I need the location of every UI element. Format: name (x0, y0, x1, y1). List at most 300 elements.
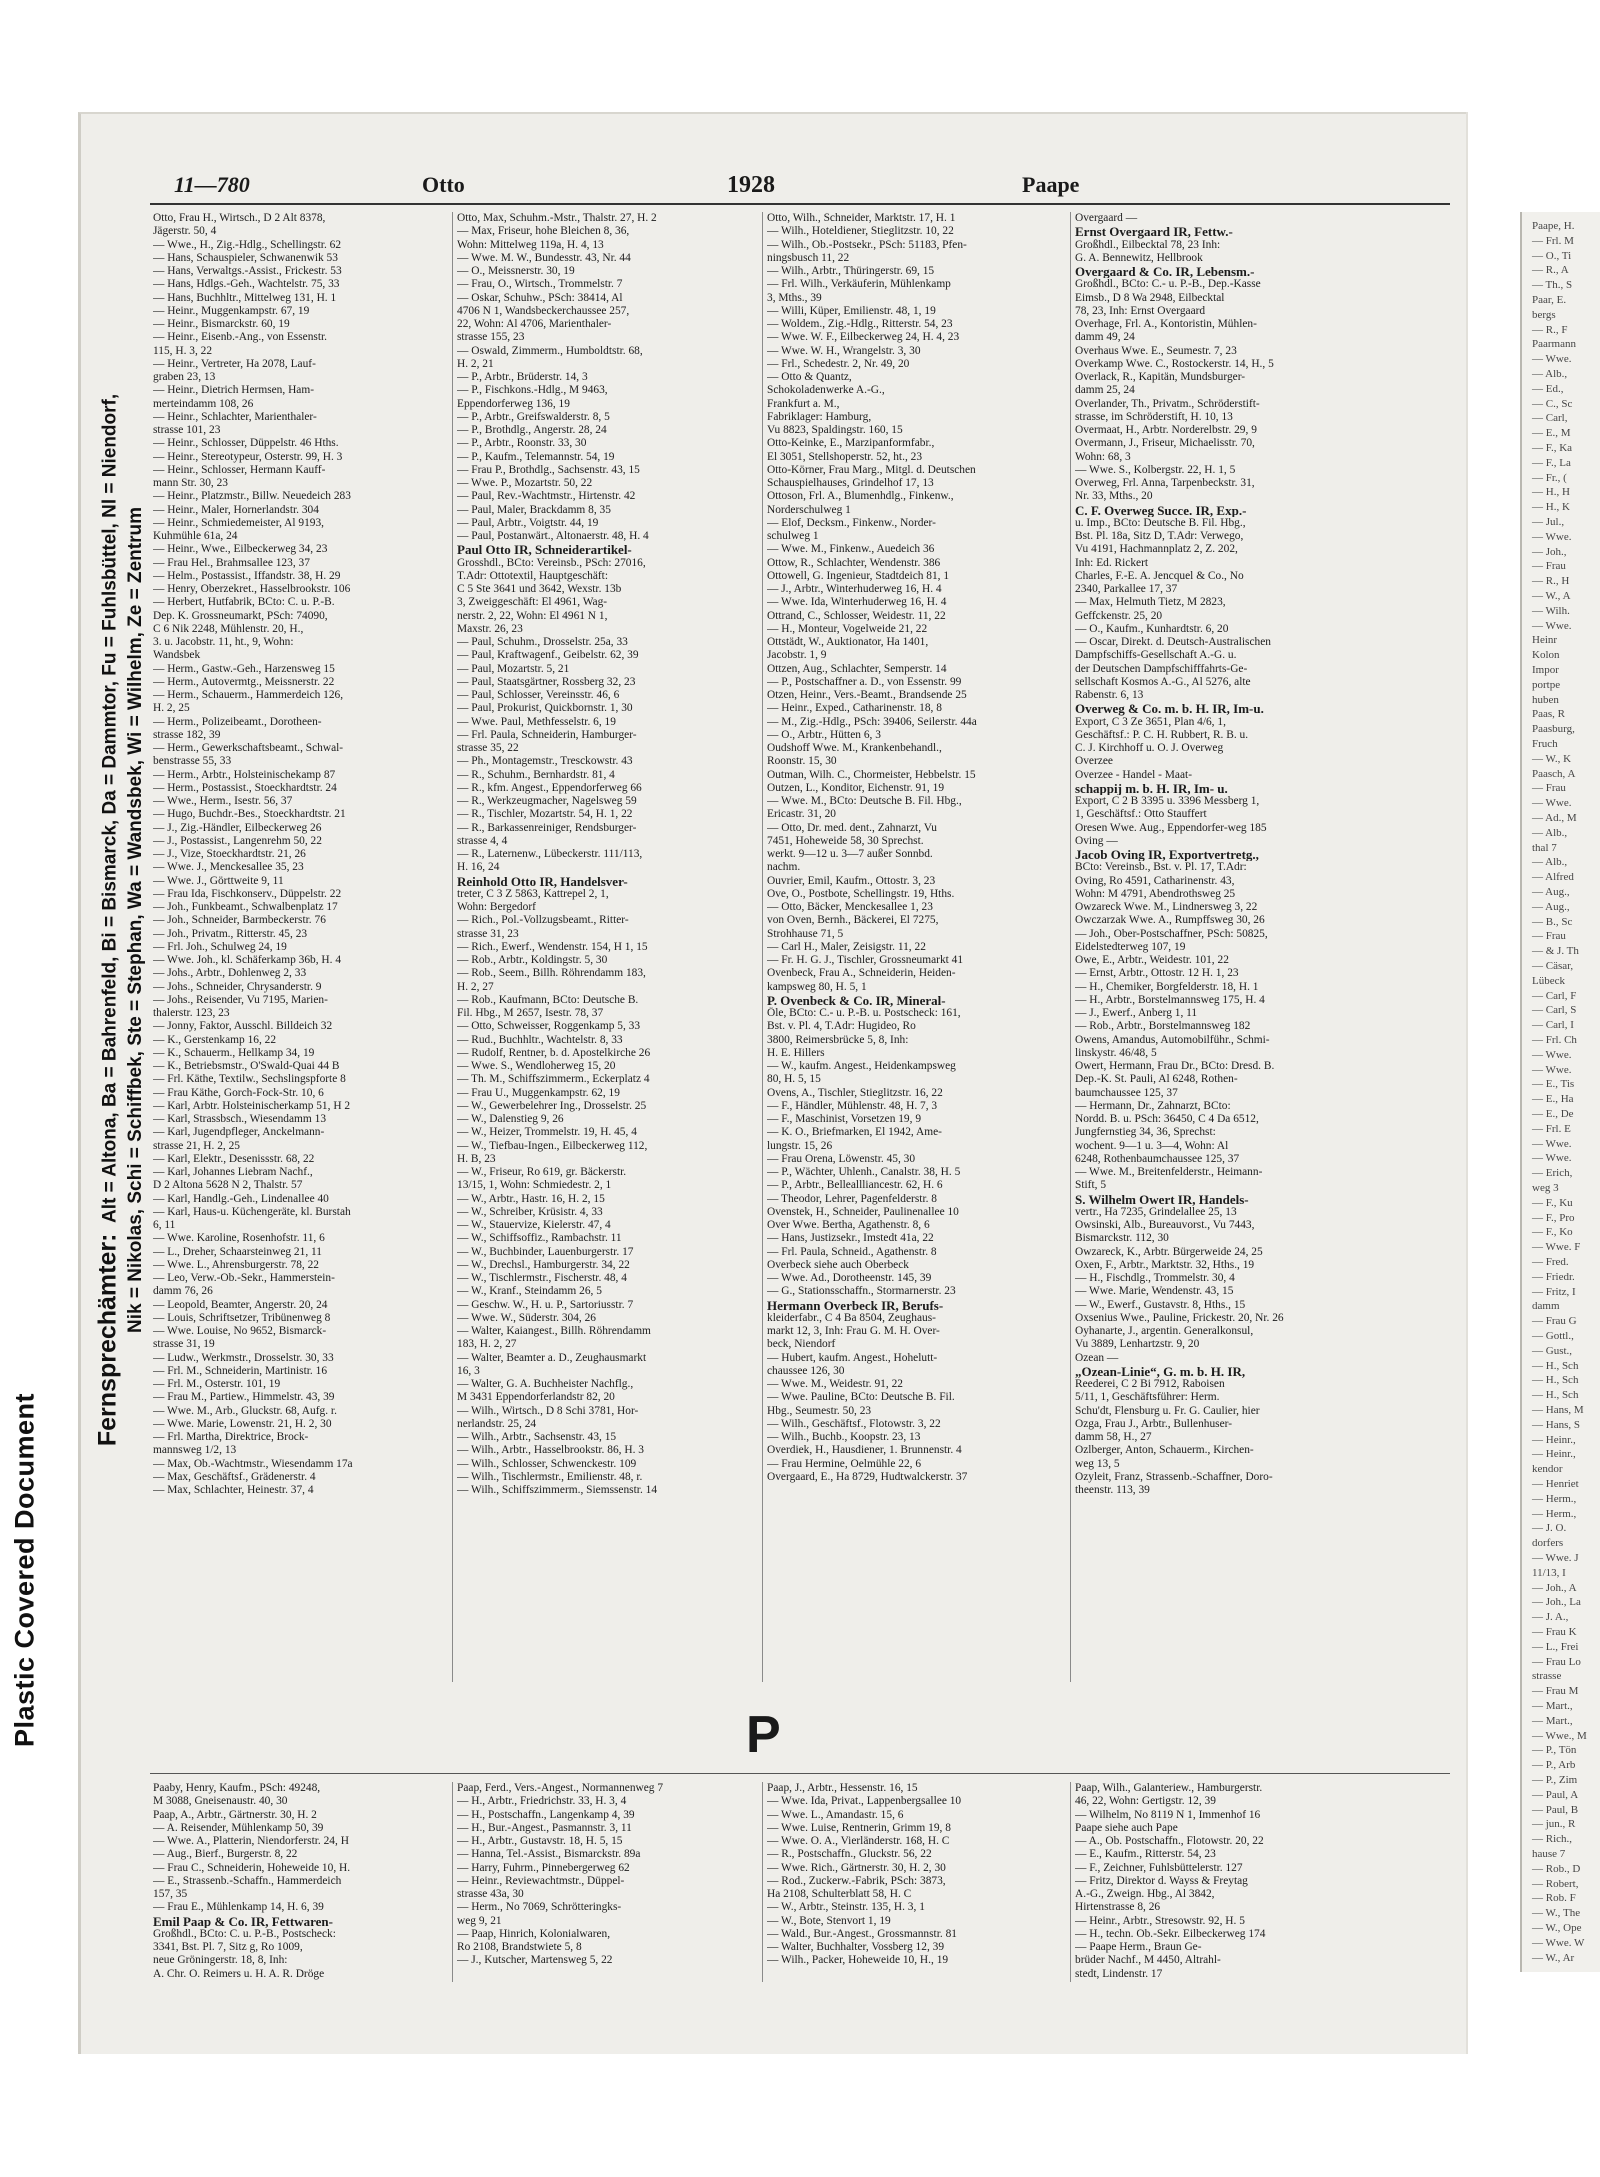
directory-entry-line: — R., Postschaffn., Gluckstr. 56, 22 (767, 1848, 932, 1861)
section-rule (150, 1773, 1450, 1774)
directory-entry-line: Overhaus Wwe. E., Seumestr. 7, 23 (1075, 344, 1237, 357)
directory-entry-line: — W., Buchbinder, Lauenburgerstr. 17 (457, 1245, 634, 1258)
directory-entry-line: — Th. M., Schiffszimmerm., Eckerplatz 4 (457, 1073, 650, 1086)
directory-entry-line: — K., Schauerm., Hellkamp 34, 19 (153, 1046, 315, 1059)
directory-entry-line: Dep.-K. St. Pauli, Al 6248, Rothen- (1075, 1073, 1238, 1086)
directory-entry-line: — W., Drechsl., Hamburgerstr. 34, 22 (457, 1258, 630, 1271)
directory-entry-line: — P., Kaufm., Telemannstr. 54, 19 (457, 450, 615, 463)
directory-entry-line: — Wwe. W., Süderstr. 304, 26 (457, 1311, 597, 1324)
directory-entry-line: — Hans, Buchhltr., Mittelweg 131, H. 1 (153, 291, 337, 304)
directory-entry-line: — J., Zig.-Händler, Eilbeckerweg 26 (153, 821, 322, 834)
edge-fragment: — E., De (1532, 1108, 1574, 1120)
edge-fragment: — H., Sch (1532, 1359, 1579, 1372)
directory-entry-line: Grosshdl., BCto: Vereinsb., PSch: 27016, (457, 556, 646, 569)
directory-entry-line: Otto-Körner, Frau Marg., Mitgl. d. Deutschen (767, 463, 976, 476)
directory-entry-line: — G., Stationsschaffn., Stormarnerstr. 23 (767, 1285, 956, 1298)
directory-entry-line: H. E. Hillers (767, 1046, 825, 1059)
directory-entry-line: — Wilh., Buchb., Koopstr. 23, 13 (767, 1431, 921, 1443)
edge-fragment: — Frau (1532, 930, 1566, 943)
directory-entry-line: — Karl, Arbtr. Holsteinischerkamp 51, H 2 (153, 1099, 351, 1112)
directory-entry-line: — Wilh., Arbtr., Thüringerstr. 69, 15 (767, 265, 935, 277)
edge-fragment: — Mart., (1532, 1714, 1573, 1727)
directory-entry-line: — Wwe. Marie, Lowenstr. 21, H. 2, 30 (153, 1417, 332, 1430)
directory-entry-line: Hbg., Seumestr. 50, 23 (767, 1404, 872, 1417)
directory-entry-line: — J., Arbtr., Winterhuderweg 16, H. 4 (767, 583, 942, 595)
directory-entry-line: — Johs., Reisender, Vu 7195, Marien- (153, 993, 328, 1006)
directory-entry-line: markt 12, 3, Inh: Frau G. M. H. Over- (767, 1325, 940, 1337)
directory-entry-line: — Paul, Rev.-Wachtmstr., Hirtenstr. 42 (457, 490, 636, 503)
column-divider (452, 1782, 453, 1982)
edge-fragment: — W., A (1532, 590, 1571, 602)
directory-entry-line: 3. u. Jacobstr. 11, ht., 9, Wohn: (153, 636, 294, 648)
directory-entry-line: T.Adr: Ottotextil, Hauptgeschäft: (457, 569, 608, 582)
directory-entry-line: — Heinr., Bismarckstr. 60, 19 (153, 318, 290, 330)
edge-fragment: — W., K (1532, 752, 1572, 765)
directory-entry-line: Ottow, R., Schlachter, Wendenstr. 386 (767, 556, 941, 569)
directory-entry-line: — Elof, Decksm., Finkenw., Norder- (767, 516, 936, 529)
directory-entry-line: — Frl. Wilh., Verkäuferin, Mühlenkamp (767, 278, 951, 291)
directory-entry-line: — Hans, Schauspieler, Schwanenwik 53 (153, 251, 338, 264)
edge-fragment: — Frau K (1532, 1626, 1577, 1638)
directory-entry-line: Overzee (1075, 755, 1113, 768)
directory-entry-line: H. 16, 24 (457, 861, 500, 874)
edge-fragment: — W., The (1532, 1907, 1581, 1920)
directory-entry-line: graben 23, 13 (153, 371, 216, 383)
directory-entry-line: — W., Ewerf., Gustavstr. 8, Hths., 15 (1075, 1298, 1246, 1311)
directory-entry-line: Paap, J., Arbtr., Hessenstr. 16, 15 (767, 1782, 918, 1794)
directory-entry-line: Paap, A., Arbtr., Gärtnerstr. 30, H. 2 (153, 1808, 317, 1821)
directory-entry-line: — W., kaufm. Angest., Heidenkampsweg (767, 1060, 956, 1072)
directory-entry-line: Otto, Wilh., Schneider, Marktstr. 17, H. 1 (767, 212, 956, 224)
directory-entry-line: Ozean — (1075, 1351, 1119, 1364)
edge-fragment: Paape, H. (1532, 220, 1575, 232)
directory-entry-line: — Paul, Mozartstr. 5, 21 (457, 662, 570, 675)
directory-entry-line: — W., Schreiber, Krüsistr. 4, 33 (457, 1205, 603, 1218)
directory-entry-line: — Wwe. S., Kolbergstr. 22, H. 1, 5 (1075, 463, 1236, 476)
directory-entry-line: 115, H. 3, 22 (153, 344, 213, 357)
edge-fragment: Paasch, A (1532, 767, 1576, 780)
directory-entry-line: — Paul, Staatsgärtner, Rossberg 32, 23 (457, 675, 636, 688)
edge-fragment: — Carl, (1532, 412, 1568, 425)
directory-entry-line: — Wilh., Schiffszimmerm., Siemssenstr. 14 (457, 1484, 658, 1496)
directory-entry-line: — O., Arbtr., Hütten 6, 3 (767, 728, 881, 741)
edge-fragment: — Wwe. (1532, 353, 1572, 366)
directory-entry-line: Overweg & Co. m. b. H. IR, Im-u. (1075, 702, 1264, 716)
directory-entry-line: G. A. Bennewitz, Hellbrook (1075, 251, 1203, 264)
directory-entry-line: — Geschw. W., H. u. P., Sartoriusstr. 7 (457, 1298, 634, 1311)
directory-entry-line: Maxstr. 26, 23 (457, 622, 523, 635)
directory-entry-line: Paap, Ferd., Vers.-Angest., Normannenweg 7 (457, 1782, 664, 1794)
p-column-4 (1075, 1782, 1375, 1981)
directory-entry-line: — F., Zeichner, Fuhlsbüttelerstr. 127 (1075, 1861, 1243, 1874)
directory-entry-line: H. 2, 27 (457, 980, 494, 993)
directory-entry-line: — Harry, Fuhrm., Pinnebergerweg 62 (457, 1861, 630, 1874)
directory-entry-line: strasse 182, 39 (153, 728, 221, 741)
directory-entry-line: Wohn: Mittelweg 119a, H. 4, 13 (457, 238, 604, 251)
directory-entry-line: — Heinr., Wwe., Eilbeckerweg 34, 23 (153, 543, 328, 556)
edge-fragment: Paar, E. (1532, 294, 1567, 306)
directory-entry-line: Reederei, C 2 Bi 7912, Raboisen (1075, 1378, 1225, 1390)
directory-entry-line: — Karl, Johannes Liebram Nachf., (153, 1166, 313, 1178)
directory-entry-line: — Wwe. W. H., Wrangelstr. 3, 30 (767, 344, 921, 357)
directory-entry-line: — H., Bur.-Angest., Pasmannstr. 3, 11 (457, 1821, 632, 1834)
directory-entry-line: — Heinr., Exped., Catharinenstr. 18, 8 (767, 702, 942, 715)
directory-entry-line: beck, Niendorf (767, 1338, 836, 1351)
directory-entry-line: — Wwe. Pauline, BCto: Deutsche B. Fil. (767, 1391, 955, 1404)
directory-entry-line: — H., Arbtr., Borstelmannsweg 175, H. 4 (1075, 993, 1265, 1006)
column-4 (1075, 212, 1375, 1497)
directory-entry-line: Jägerstr. 50, 4 (153, 225, 217, 238)
directory-entry-line: — Willi, Küper, Emilienstr. 48, 1, 19 (767, 304, 936, 317)
directory-entry-line: — Heinr., Vertreter, Ha 2078, Lauf- (153, 357, 316, 370)
directory-entry-line: Norderschulweg 1 (767, 503, 851, 516)
directory-entry-line: Otzen, Heinr., Vers.-Beamt., Brandsende 25 (767, 689, 967, 701)
directory-entry-line: — Wwe. Karoline, Rosenhofstr. 11, 6 (153, 1232, 325, 1245)
edge-fragment: strasse (1532, 1670, 1562, 1683)
directory-entry-line: 3341, Bst. Pl. 7, Sitz g, Ro 1009, (153, 1941, 303, 1953)
edge-fragment: — Frau (1532, 560, 1566, 573)
directory-entry-line: Emil Paap & Co. IR, Fettwaren- (153, 1914, 333, 1928)
directory-entry-line: Frankfurt a. M., (767, 397, 840, 410)
edge-fragment: — Wwe. (1532, 797, 1572, 810)
edge-fragment: — Gust., (1532, 1344, 1573, 1357)
directory-entry-line: Paul Otto IR, Schneiderartikel- (457, 543, 632, 557)
edge-fragment: — Carl, S (1532, 1004, 1577, 1017)
directory-entry-line: schulweg 1 (767, 530, 819, 542)
directory-entry-line: — R., Tischler, Mozartstr. 54, H. 1, 22 (457, 808, 633, 821)
directory-entry-line: — F., Maschinist, Vorsetzen 19, 9 (767, 1113, 922, 1125)
directory-entry-line: Dep. K. Grossneumarkt, PSch: 74090, (153, 609, 328, 622)
edge-fragment: hause 7 (1532, 1848, 1566, 1860)
directory-entry-line: — Paul, Maler, Brackdamm 8, 35 (457, 503, 611, 516)
directory-entry-line: Ozyleit, Franz, Strassenb.-Schaffner, Doro- (1075, 1470, 1273, 1483)
directory-entry-line: damm 58, H., 27 (1075, 1431, 1152, 1443)
directory-entry-line: Eidelstedterweg 107, 19 (1075, 940, 1186, 953)
directory-entry-line: Owens, Amandus, Automobilführ., Schmi- (1075, 1033, 1270, 1046)
directory-entry-line: C 6 Nik 2248, Mühlenstr. 20, H., (153, 622, 304, 635)
directory-entry-line: — Wwe. A., Platterin, Niendorferstr. 24, H (153, 1835, 349, 1847)
directory-entry-line: vertr., Ha 7235, Grindelallee 25, 13 (1075, 1205, 1237, 1218)
directory-entry-line: — Frau Hermine, Oelmühle 22, 6 (767, 1457, 922, 1470)
directory-entry-line: damm 25, 24 (1075, 384, 1135, 397)
exchange-legend-prefix: Fernsprechämter: (93, 1233, 122, 1447)
edge-fragment: — Cäsar, (1532, 960, 1574, 972)
directory-entry-line: — Frau Hel., Brahmsallee 123, 37 (153, 556, 310, 569)
directory-entry-line: — Wwe. M., Arb., Gluckstr. 68, Aufg. r. (153, 1404, 337, 1417)
directory-entry-line: Fabriklager: Hamburg, (767, 410, 872, 423)
directory-entry-line: — Ludw., Werkmstr., Drosselstr. 30, 33 (153, 1351, 334, 1364)
directory-entry-line: — Karl, Jugendpfleger, Anckelmann- (153, 1126, 325, 1139)
directory-entry-line: D 2 Altona 5628 N 2, Thalstr. 57 (153, 1179, 303, 1192)
directory-entry-line: — Otto, Dr. med. dent., Zahnarzt, Vu (767, 821, 937, 834)
directory-entry-line: — Rudolf, Rentner, b. d. Apostelkirche 26 (457, 1046, 651, 1059)
header-rule (150, 203, 1450, 205)
directory-entry-line: von Oven, Bernh., Bäckerei, El 7275, (767, 914, 939, 927)
directory-entry-line: Overlack, R., Kapitän, Mundsburger- (1075, 371, 1246, 383)
header-name-left: Otto (422, 172, 465, 197)
edge-fragment: Kolon (1532, 649, 1560, 662)
edge-fragment: — Gottl., (1532, 1330, 1574, 1342)
directory-entry-line: — H., Arbtr., Gustavstr. 18, H. 5, 15 (457, 1835, 623, 1847)
edge-fragment: — R., F (1532, 323, 1568, 336)
directory-entry-line: — Wilh., Arbtr., Sachsenstr. 43, 15 (457, 1431, 617, 1443)
directory-entry-line: — W., Schiffsoffiz., Rambachstr. 11 (457, 1232, 622, 1245)
edge-fragment: kendor (1532, 1463, 1563, 1476)
directory-entry-line: Nr. 33, Mths., 20 (1075, 490, 1153, 503)
edge-fragment: — Joh., A (1532, 1581, 1577, 1594)
edge-fragment: — Rob., D (1532, 1862, 1581, 1875)
directory-entry-line: neue Gröningerstr. 18, 8, Inh: (153, 1954, 288, 1967)
directory-entry-line: — Fr. H. G. J., Tischler, Grossneumarkt 41 (767, 954, 964, 966)
edge-fragment: — Wwe. (1532, 1137, 1572, 1150)
edge-fragment: — Carl, I (1532, 1019, 1574, 1032)
edge-fragment: — E., M (1532, 427, 1571, 440)
directory-entry-line: — Rob., Arbtr., Koldingstr. 5, 30 (457, 954, 608, 966)
directory-entry-line: — Carl H., Maler, Zeisigstr. 11, 22 (767, 940, 926, 953)
directory-entry-line: baumchaussee 125, 37 (1075, 1086, 1178, 1099)
edge-fragment: — R., A (1532, 264, 1569, 277)
directory-entry-line: — E., Kaufm., Ritterstr. 54, 23 (1075, 1848, 1216, 1861)
directory-entry-line: — Wilh., Tischlermstr., Emilienstr. 48, r. (457, 1470, 643, 1483)
p-column-3 (767, 1782, 1067, 1968)
directory-entry-line: Geschäftsf.: P. C. H. Rubbert, R. B. u. (1075, 728, 1249, 741)
edge-fragment: bergs (1532, 308, 1556, 321)
directory-entry-line: — O., Meissnerstr. 30, 19 (457, 265, 575, 277)
directory-entry-line: — P., Postschaffner a. D., von Essenstr. 99 (767, 675, 962, 688)
directory-entry-line: brüder Nachf., M 4450, Altrahl- (1075, 1954, 1221, 1967)
directory-entry-line: — P., Arbtr., Greifswalderstr. 8, 5 (457, 410, 610, 423)
directory-entry-line: — Frau U., Muggenkampstr. 62, 19 (457, 1086, 620, 1099)
directory-entry-line: — Hans, Justizsekr., Imstedt 41a, 22 (767, 1232, 934, 1245)
edge-fragment: Paarmann (1532, 338, 1576, 351)
directory-entry-line: — P., Fischkons.-Hdlg., M 9463, (457, 384, 608, 397)
directory-entry-line: — H., Chemiker, Borgfelderstr. 18, H. 1 (1075, 980, 1259, 993)
directory-entry-line: Schauspielhauses, Grindelhof 17, 13 (767, 477, 934, 489)
edge-fragment: — Frau G (1532, 1315, 1577, 1328)
directory-entry-line: — Ernst, Arbtr., Ottostr. 12 H. 1, 23 (1075, 967, 1239, 980)
directory-entry-line: Oxen, F., Arbtr., Marktstr. 32, Hths., 19 (1075, 1258, 1255, 1271)
directory-entry-line: Owzareck Wwe. M., Lindnersweg 3, 22 (1075, 901, 1258, 913)
edge-fragment: — J. O. (1532, 1522, 1567, 1535)
directory-entry-line: Rabenstr. 6, 13 (1075, 689, 1144, 701)
directory-entry-line: — Heinr., Stereotypeur, Osterstr. 99, H. 3 (153, 450, 343, 463)
directory-entry-line: Eimsb., D 8 Wa 2948, Eilbecktal (1075, 291, 1225, 304)
edge-fragment: — H., Sch (1532, 1389, 1579, 1402)
directory-entry-line: Export, C 2 B 3395 u. 3396 Messberg 1, (1075, 795, 1260, 807)
edge-fragment: — H., K (1532, 501, 1570, 514)
directory-entry-line: — Wwe. S., Wendloherweg 15, 20 (457, 1060, 616, 1072)
edge-fragment: — F., Ka (1532, 442, 1573, 454)
edge-fragment: Impor (1532, 664, 1559, 676)
column-divider (452, 212, 453, 1682)
directory-entry-line: — Herm., Polizeibeamt., Dorotheen- (153, 715, 322, 728)
directory-entry-line: strasse 155, 23 (457, 331, 525, 344)
directory-entry-line: — Frl., Schedestr. 2, Nr. 49, 20 (767, 357, 910, 370)
directory-entry-line: — Wilh., Geschäftsf., Flotowstr. 3, 22 (767, 1417, 941, 1430)
directory-entry-line: — Max, Ob.-Wachtmstr., Wiesendamm 17a (153, 1457, 353, 1470)
directory-entry-line: damm 76, 26 (153, 1285, 213, 1298)
directory-entry-line: Overkamp Wwe. C., Rostockerstr. 14, H., 5 (1075, 357, 1274, 370)
directory-entry-line: Otto, Max, Schuhm.-Mstr., Thalstr. 27, H. 2 (457, 212, 657, 224)
directory-entry-line: Bst. v. Pl. 4, T.Adr: Hugideo, Ro (767, 1020, 916, 1033)
directory-entry-line: C. J. Kirchhoff u. O. J. Overweg (1075, 742, 1224, 754)
directory-entry-line: — Heinr., Eisenb.-Ang., von Essenstr. (153, 331, 328, 344)
directory-entry-line: Ottowell, G. Ingenieur, Stadtdeich 81, 1 (767, 569, 950, 582)
directory-entry-line: — Wwe. L., Ahrensburgerstr. 78, 22 (153, 1258, 319, 1271)
directory-entry-line: — Wwe. Luise, Rentnerin, Grimm 19, 8 (767, 1821, 951, 1834)
directory-entry-line: 13/15, 1, Wohn: Schmiedestr. 2, 1 (457, 1179, 612, 1192)
edge-fragment: — Ad., M (1532, 812, 1577, 824)
page-header (152, 172, 1457, 200)
directory-entry-line: — Frl. Paula, Schneiderin, Hamburger- (457, 728, 637, 741)
directory-entry-line: — Herm., Gewerkschaftsbeamt., Schwal- (153, 742, 344, 754)
directory-entry-line: Paaby, Henry, Kaufm., PSch: 49248, (153, 1782, 321, 1794)
edge-fragment: — Wwe. (1532, 530, 1572, 543)
directory-entry-line: — J., Postassist., Langenrehm 50, 22 (153, 834, 322, 847)
directory-entry-line: — Max, Friseur, hohe Bleichen 8, 36, (457, 225, 630, 238)
directory-entry-line: — Wilh., Arbtr., Hasselbrookstr. 86, H. 3 (457, 1444, 644, 1457)
directory-entry-line: — Karl, Elektr., Desenissstr. 68, 22 (153, 1152, 315, 1165)
edge-fragment: — O., Ti (1532, 249, 1572, 262)
directory-entry-line: — Wwe. Louise, No 9652, Bismarck- (153, 1325, 327, 1337)
directory-entry-line: — Wwe. Ida, Winterhuderweg 16, H. 4 (767, 596, 947, 609)
directory-entry-line: — H., Monteur, Vogelweide 21, 22 (767, 622, 928, 635)
directory-entry-line: — Joh., Schneider, Barmbeckerstr. 76 (153, 914, 326, 927)
directory-entry-line: — Heinr., Reviewachtmstr., Düppel- (457, 1874, 625, 1887)
directory-entry-line: — J., Vize, Stoeckhardtstr. 21, 26 (153, 848, 306, 860)
directory-entry-line: Overlander, Th., Privatm., Schröderstift- (1075, 397, 1260, 410)
edge-fragment: — Wwe. (1532, 619, 1572, 632)
directory-entry-line: 46, 22, Wohn: Gertigstr. 12, 39 (1075, 1795, 1216, 1808)
directory-entry-line: 5/11, 1, Geschäftsführer: Herm. (1075, 1391, 1220, 1404)
directory-entry-line: — Wilh., Packer, Hoheweide 10, H., 19 (767, 1954, 949, 1967)
directory-entry-line: Wandsbek (153, 649, 201, 662)
directory-entry-line: lungstr. 15, 26 (767, 1139, 833, 1152)
directory-entry-line: — K., Gerstenkamp 16, 22 (153, 1033, 277, 1046)
edge-fragment: Lübeck (1532, 974, 1565, 987)
directory-entry-line: Ozlberger, Anton, Schauerm., Kirchen- (1075, 1444, 1254, 1457)
directory-entry-line: nachm. (767, 861, 801, 874)
directory-entry-line: — Max, Geschäftsf., Grädenerstr. 4 (153, 1470, 316, 1483)
edge-fragment: — Wilh. (1532, 604, 1570, 617)
directory-entry-line: — Frau C., Schneiderin, Hoheweide 10, H. (153, 1861, 351, 1874)
p-column-2 (457, 1782, 759, 1968)
directory-entry-line: linskystr. 46/48, 5 (1075, 1046, 1157, 1059)
directory-entry-line: — Theodor, Lehrer, Pagenfelderstr. 8 (767, 1192, 937, 1205)
edge-fragment: — Alb., (1532, 826, 1568, 839)
directory-entry-line: 157, 35 (153, 1888, 188, 1900)
directory-entry-line: Großhdl., Eilbecktal 78, 23 Inh: (1075, 238, 1221, 251)
directory-entry-line: Otto, Frau H., Wirtsch., D 2 Alt 8378, (153, 212, 326, 224)
directory-entry-line: — Frau M., Partiew., Himmelstr. 43, 39 (153, 1391, 335, 1404)
directory-entry-line: — Rich., Pol.-Vollzugsbeamt., Ritter- (457, 914, 629, 927)
directory-entry-line: Overweg, Frl. Anna, Tarpenbeckstr. 31, (1075, 477, 1255, 489)
directory-entry-line: — Heinr., Platzmstr., Billw. Neuedeich 283 (153, 490, 351, 503)
directory-entry-line: „Ozean-Linie“, G. m. b. H. IR, (1075, 1364, 1246, 1378)
directory-entry-line: kampsweg 80, H. 5, 1 (767, 980, 867, 993)
directory-entry-line: — Herm., Postassist., Stoeckhardtstr. 24 (153, 781, 337, 794)
directory-entry-line: — Wwe. M., BCto: Deutsche B. Fil. Hbg., (767, 795, 962, 807)
directory-entry-line: — Otto, Schweisser, Roggenkamp 5, 33 (457, 1020, 641, 1033)
edge-fragment: — B., Sc (1532, 915, 1573, 928)
edge-fragment: Paasburg, (1532, 723, 1575, 736)
directory-entry-line: Overmaat, H., Arbtr. Norderelbstr. 29, 9 (1075, 424, 1257, 436)
directory-entry-line: benstrasse 55, 33 (153, 755, 232, 768)
directory-entry-line: Ovens, A., Tischler, Stieglitzstr. 16, 22 (767, 1086, 943, 1099)
directory-entry-line: — Wwe. J., Menckesallee 35, 23 (153, 861, 304, 874)
directory-entry-line: weg 13, 5 (1075, 1457, 1120, 1470)
directory-entry-line: — K. O., Briefmarken, El 1942, Ame- (767, 1126, 942, 1139)
edge-fragment: Fruch (1532, 738, 1558, 750)
directory-entry-line: Bismarckstr. 112, 30 (1075, 1232, 1169, 1245)
directory-entry-line: — W., Bote, Stenvort 1, 19 (767, 1914, 891, 1927)
directory-entry-line: — Wwe. J., Görttweite 9, 11 (153, 874, 284, 887)
edge-fragment: — Fred. (1532, 1256, 1569, 1268)
directory-entry-line: — Hans, Hdlgs.-Geh., Wachtelstr. 75, 33 (153, 278, 340, 291)
directory-entry-line: 3, Mths., 39 (767, 291, 822, 304)
directory-entry-line: — W., Gewerbelehrer Ing., Drosselstr. 25 (457, 1099, 647, 1112)
directory-entry-line: sellschaft Kosmos A.-G., Al 5276, alte (1075, 675, 1251, 688)
directory-entry-line: Ro 2108, Brandstwiete 5, 8 (457, 1941, 582, 1953)
directory-entry-line: Jungfernstieg 34, 36, Sprechst: (1075, 1126, 1216, 1139)
directory-entry-line: mann Str. 30, 23 (153, 477, 228, 489)
directory-entry-line: — F., Händler, Mühlenstr. 48, H. 7, 3 (767, 1099, 938, 1112)
directory-entry-line: Nordd. B. u. PSch: 36450, C 4 Da 6512, (1075, 1113, 1259, 1125)
edge-fragment: — Carl, F (1532, 989, 1577, 1002)
edge-fragment: — Joh., La (1532, 1596, 1581, 1609)
directory-entry-line: — Frl. M., Osterstr. 101, 19 (153, 1378, 281, 1390)
directory-entry-line: — Heinr., Schlosser, Hermann Kauff- (153, 463, 326, 476)
directory-entry-line: merteindamm 108, 26 (153, 397, 254, 410)
directory-entry-line: — Frl. Joh., Schulweg 24, 19 (153, 940, 287, 953)
directory-entry-line: — A. Reisender, Mühlenkamp 50, 39 (153, 1821, 324, 1834)
directory-entry-line: — Wwe. Marie, Wendenstr. 43, 15 (1075, 1285, 1234, 1298)
directory-entry-line: Oxsenius Wwe., Pauline, Frickestr. 20, Nr. 26 (1075, 1311, 1284, 1324)
directory-entry-line: — Herm., Gastw.-Geh., Harzensweg 15 (153, 662, 335, 675)
directory-entry-line: Schu'dt, Flensburg u. Fr. G. Caulier, hier (1075, 1404, 1260, 1417)
directory-entry-line: — Otto & Quantz, (767, 371, 852, 383)
directory-entry-line: Overdiek, H., Hausdiener, 1. Brunnenstr. 4 (767, 1444, 962, 1457)
edge-fragment: — Th., S (1532, 279, 1573, 292)
directory-entry-line: — Leo, Verw.-Ob.-Sekr., Hammerstein- (153, 1272, 335, 1284)
directory-entry-line: — Walter, Beamter a. D., Zeughausmarkt (457, 1351, 647, 1364)
edge-fragment: — Wwe. F (1532, 1241, 1581, 1254)
directory-entry-line: — W., Friseur, Ro 619, gr. Bäckerstr. (457, 1166, 627, 1178)
directory-entry-line: Ericastr. 31, 20 (767, 808, 836, 821)
edge-fragment: — P., Arb (1532, 1759, 1576, 1772)
directory-entry-line: Oving — (1075, 834, 1118, 847)
directory-entry-line: Ottrand, C., Schlosser, Weidestr. 11, 22 (767, 609, 946, 622)
directory-entry-line: Oving, Ro 4591, Catharinenstr. 43, (1075, 874, 1235, 887)
directory-entry-line: Owczarzak Wwe. A., Rumpffsweg 30, 26 (1075, 914, 1265, 927)
edge-fragment: — Frau M (1532, 1685, 1579, 1698)
directory-entry-line: — Otto, Bäcker, Menckesallee 1, 23 (767, 901, 933, 913)
directory-entry-line: — Frau Ida, Fischkonserv., Düppelstr. 22 (153, 887, 342, 900)
edge-fragment: — Heinr., (1532, 1433, 1576, 1446)
directory-entry-line: Strohhause 71, 5 (767, 927, 844, 940)
next-page-edge (1520, 212, 1600, 1972)
directory-entry-line: treter, C 3 Z 5863, Kattrepel 2, 1, (457, 887, 609, 900)
directory-entry-line: — R., kfm. Angest., Eppendorferweg 66 (457, 781, 642, 794)
directory-entry-line: Bst. Pl. 18a, Sitz D, T.Adr: Verwego, (1075, 530, 1244, 542)
directory-entry-line: — Paape Herm., Braun Ge- (1075, 1941, 1202, 1953)
directory-entry-line: — Paul, Postanwärt., Altonaerstr. 48, H. 4 (457, 530, 649, 542)
edge-fragment: — Frl. M (1532, 234, 1574, 247)
directory-entry-line: — Frau Orena, Löwenstr. 45, 30 (767, 1152, 916, 1165)
directory-entry-line: Hirtenstrasse 8, 26 (1075, 1901, 1161, 1914)
directory-entry-line: 4706 N 1, Wandsbeckerchaussee 257, (457, 304, 630, 317)
directory-entry-line: — P., Arbtr., Roonstr. 33, 30 (457, 437, 587, 450)
